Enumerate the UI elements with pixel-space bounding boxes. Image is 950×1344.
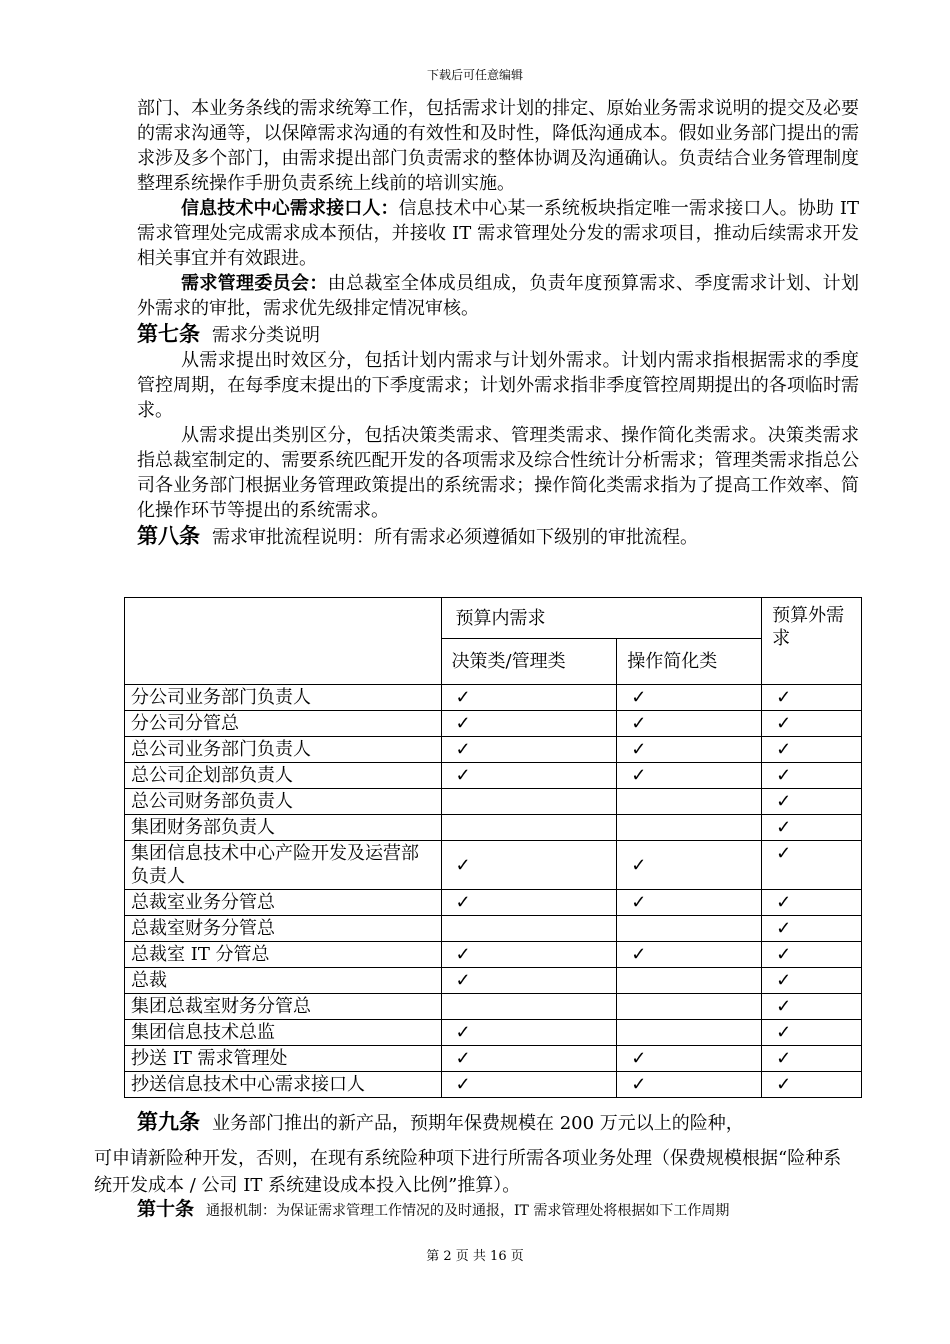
table-row [125,685,862,711]
table-cell-role: 集团信息技术中心产险开发及运营部负责人 [125,841,442,890]
table-cell-simplify: ✓ [617,942,762,968]
table-cell-simplify: ✓ [617,1046,762,1072]
table-cell-decision [441,994,617,1020]
table-cell-simplify: ✓ [617,711,762,737]
table-row [125,1072,862,1098]
table-header-row-1 [125,598,862,639]
table-row [125,841,862,890]
table-cell-decision: ✓ [441,968,617,994]
table-cell-budget-out: ✓ [762,789,862,815]
table-cell-decision: ✓ [441,890,617,916]
article-8-label: 第八条 [137,523,200,548]
table-cell-budget-out: ✓ [762,815,862,841]
table-cell-simplify [617,968,762,994]
article-10-label: 第十条 [137,1198,195,1220]
page-header: 下载后可任意编辑 [426,68,523,82]
table-cell-role: 分公司分管总 [125,711,442,737]
table-cell-budget-out: ✓ [762,1020,862,1046]
approval-table [124,597,862,1098]
table-cell-decision: ✓ [441,942,617,968]
header-decision: 决策类/管理类 [441,639,617,685]
table-cell-decision [441,815,617,841]
table-cell-decision [441,789,617,815]
table-cell-budget-out: ✓ [762,890,862,916]
article-8-heading [137,523,859,550]
paragraph-it-interface [137,196,859,271]
table-cell-role: 总裁室 IT 分管总 [125,942,442,968]
table-cell-budget-out: ✓ [762,763,862,789]
table-row [125,890,862,916]
table-cell-budget-out: ✓ [762,685,862,711]
table-cell-decision: ✓ [441,711,617,737]
article-9 [94,1108,858,1199]
table-cell-budget-out: ✓ [762,994,862,1020]
table-cell-role: 总裁室业务分管总 [125,890,442,916]
table-cell-budget-out: ✓ [762,1046,862,1072]
it-interface-label: 信息技术中心需求接口人： [181,198,399,219]
table-cell-simplify: ✓ [617,737,762,763]
committee-text: 由总裁室全体成员组成，负责年度预算需求、季度需求计划、计划外需求的审批，需求优先级排定情况审核。 [137,273,860,319]
table-cell-role: 集团财务部负责人 [125,815,442,841]
table-row [125,1020,862,1046]
table-cell-simplify: ✓ [617,1072,762,1098]
article-7-label: 第七条 [137,321,200,346]
table-cell-role: 分公司业务部门负责人 [125,685,442,711]
table-cell-budget-out: ✓ [762,968,862,994]
table-row [125,789,862,815]
table-cell-role: 总公司企划部负责人 [125,763,442,789]
table-cell-budget-out: ✓ [762,841,862,890]
table-row [125,968,862,994]
table-cell-budget-out: ✓ [762,737,862,763]
table-cell-role: 集团信息技术总监 [125,1020,442,1046]
table-row [125,916,862,942]
table-cell-role: 总公司财务部负责人 [125,789,442,815]
table-cell-simplify: ✓ [617,763,762,789]
table-cell-simplify [617,789,762,815]
table-cell-decision: ✓ [441,1020,617,1046]
header-simplify: 操作简化类 [617,639,762,685]
article-9-label: 第九条 [137,1109,200,1134]
table-row [125,942,862,968]
table-cell-simplify: ✓ [617,685,762,711]
article-9-line-1 [94,1108,858,1137]
article-7-paragraph-2: 从需求提出类别区分，包括决策类需求、管理类需求、操作简化类需求。决策类需求指总裁室制定的、需要系统匹配开发的各项需求及综合性统计分析需求；管理类需求指总公司各业务部门根据业务管理政策提出的系统需求；操作简化类需求指为了提高工作效率、简化操作环节等提出的系统需求。 [137,425,859,521]
table-cell-decision: ✓ [441,1046,617,1072]
table-cell-simplify: ✓ [617,841,762,890]
table-cell-simplify [617,815,762,841]
header-budget-in: 预算内需求 [441,598,762,639]
header-budget-out: 预算外需求 [762,598,862,685]
table-cell-role: 集团总裁室财务分管总 [125,994,442,1020]
table-cell-decision [441,916,617,942]
it-interface-text: 信息技术中心某一系统板块指定唯一需求接口人。协助 IT 需求管理处完成需求成本预估，并接收 IT 需求管理处分发的需求项目，推动后续需求开发相关事宜并有效跟进。 [137,198,859,269]
table-cell-budget-out: ✓ [762,942,862,968]
table-cell-simplify: ✓ [617,890,762,916]
table-cell-budget-out: ✓ [762,1072,862,1098]
table-cell-budget-out: ✓ [762,916,862,942]
table-cell-decision: ✓ [441,1072,617,1098]
table-header-blank [125,598,442,685]
table-cell-role: 总裁 [125,968,442,994]
table-cell-budget-out: ✓ [762,711,862,737]
table-row [125,737,862,763]
table-cell-role: 抄送 IT 需求管理处 [125,1046,442,1072]
article-7-title: 需求分类说明 [212,325,320,346]
table-row [125,994,862,1020]
article-9-line-2: 可申请新险种开发，否则，在现有系统险种项下进行所需各项业务处理（保费规模根据“险种系统开发成本 / 公司 IT 系统建设成本投入比例”推算）。 [94,1148,842,1196]
article-9-text-1: 业务部门推出的新产品，预期年保费规模在 200 万元以上的险种， [212,1113,744,1134]
document-body [137,96,859,550]
article-7-heading [137,321,859,348]
table-cell-role: 抄送信息技术中心需求接口人 [125,1072,442,1098]
paragraph-intro: 部门、本业务条线的需求统筹工作，包括需求计划的排定、原始业务需求说明的提交及必要的需求沟通等，以保障需求沟通的有效性和及时性，降低沟通成本。假如业务部门提出的需求涉及多个部门，由需求提出部门负责需求的整体协调及沟通确认。负责结合业务管理制度整理系统操作手册负责系统上线前的培训实施。 [137,98,859,194]
article-10 [137,1198,859,1222]
paragraph-committee [137,271,859,321]
table-row [125,815,862,841]
article-8-text: 需求审批流程说明：所有需求必须遵循如下级别的审批流程。 [212,527,698,548]
table-cell-decision: ✓ [441,685,617,711]
table-row [125,1046,862,1072]
table-cell-decision: ✓ [441,737,617,763]
table-row [125,763,862,789]
table-cell-decision: ✓ [441,763,617,789]
table-cell-simplify [617,916,762,942]
table-cell-role: 总裁室财务分管总 [125,916,442,942]
article-7-paragraph-1: 从需求提出时效区分，包括计划内需求与计划外需求。计划内需求指根据需求的季度管控周期，在每季度末提出的下季度需求；计划外需求指非季度管控周期提出的各项临时需求。 [137,350,859,421]
table-cell-decision: ✓ [441,841,617,890]
table-cell-role: 总公司业务部门负责人 [125,737,442,763]
article-10-text: 通报机制：为保证需求管理工作情况的及时通报，IT 需求管理处将根据如下工作周期 [206,1203,730,1219]
committee-label: 需求管理委员会： [181,273,328,294]
table-cell-simplify [617,1020,762,1046]
table-cell-simplify [617,994,762,1020]
table-row [125,711,862,737]
page-footer: 第 2 页 共 16 页 [426,1249,524,1264]
